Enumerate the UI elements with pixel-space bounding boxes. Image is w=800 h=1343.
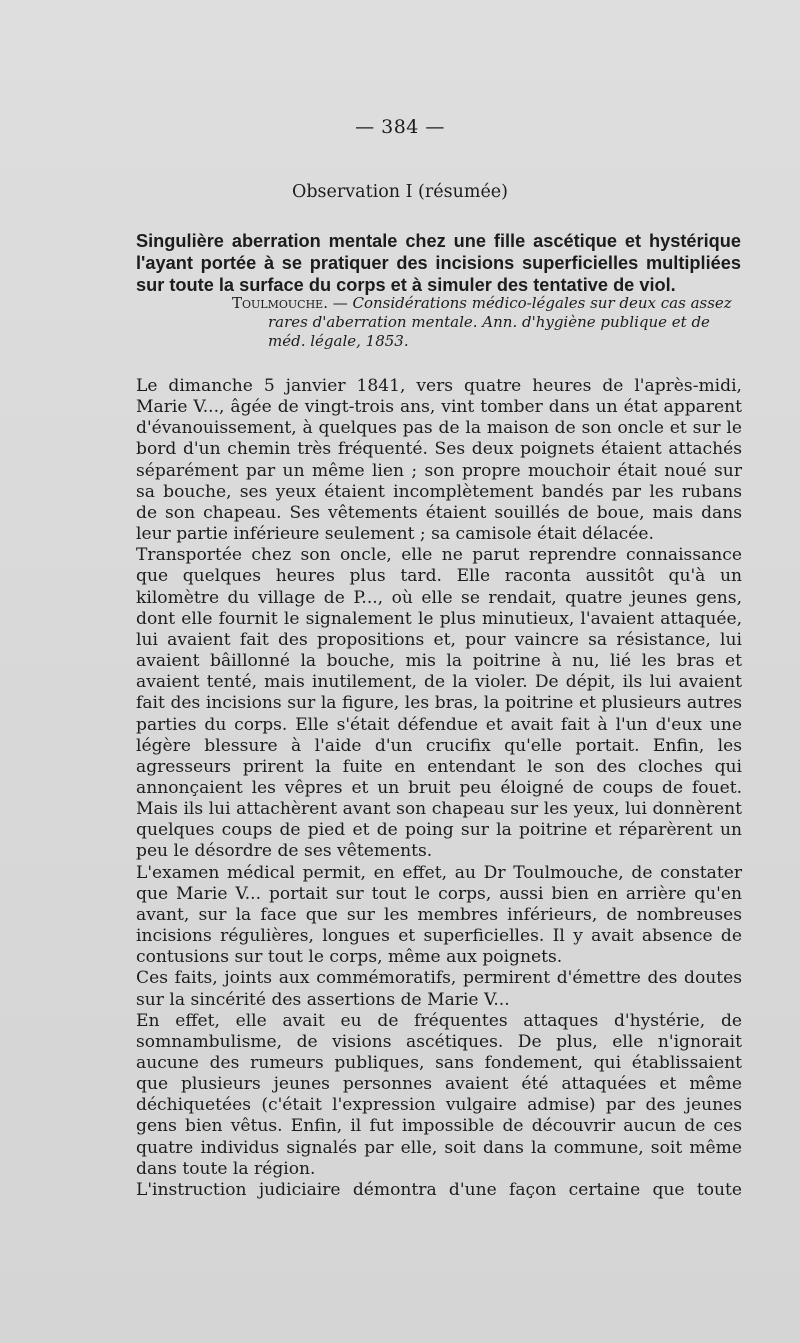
paragraph: L'examen médical permit, en effet, au Dr Toulmouche, de constater que Marie V... portait sur tout le corps, aussi bien en arrière qu'en avant, sur la face que sur les membres inférieurs, de nombreuses incisions régulières, longues et superficielles. Il y avait absence de contusions sur tout le corps, même aux poignets. <box>136 862 742 968</box>
observation-heading: Observation I (résumée) <box>292 182 508 202</box>
citation <box>232 294 743 351</box>
citation-separator: — <box>327 294 353 312</box>
case-title: Singulière aberration mentale chez une fille ascétique et hystérique l'ayant portée à se pratiquer des incisions superficielles multipliées sur toute la surface du corps et à simuler des tentative de viol. <box>136 231 741 295</box>
paragraph: Ces faits, joints aux commémoratifs, permirent d'émettre des doutes sur la sincérité des assertions de Marie V... <box>136 968 742 1010</box>
paragraph: L'instruction judiciaire démontra d'une façon certaine que toute <box>136 1179 742 1200</box>
paragraph: Le dimanche 5 janvier 1841, vers quatre heures de l'après-midi, Marie V..., âgée de vingt-trois ans, vint tomber dans un état apparent d'évanouissement, à quelques pas de la maison de son oncle et sur le bord d'un chemin très fréquenté. Ses deux poignets étaient attachés séparément par un même lien ; son propre mouchoir était noué sur sa bouche, ses yeux étaient incomplètement bandés par les rubans de son chapeau. Ses vêtements étaient souillés de boue, mais dans leur partie inférieure seulement ; sa camisole était délacée. <box>136 376 742 545</box>
page-number: — 384 — <box>355 116 445 138</box>
citation-work: Considérations médico-légales sur deux cas assez rares d'aberration mentale. Ann. d'hygiène publique et de méd. légale, 1853. <box>268 294 732 350</box>
paragraph: Transportée chez son oncle, elle ne parut reprendre connaissance que quelques heures plus tard. Elle raconta aussitôt qu'à un kilomètre du village de P..., où elle se rendait, quatre jeunes gens, dont elle fournit le signalement le plus minutieux, l'avaient attaquée, lui avaient fait des propositions et, pour vaincre sa résistance, lui avaient bâillonné la bouche, mis la poitrine à nu, lié les bras et avaient tenté, mais inutilement, de la violer. De dépit, ils lui avaient fait des incisions sur la figure, les bras, la poitrine et plusieurs autres parties du corps. Elle s'était défendue et avait fait à l'un d'eux une légère blessure à l'aide d'un crucifix qu'elle portait. Enfin, les agresseurs prirent la fuite en entendant le son des cloches qui annonçaient les vêpres et un bruit peu éloigné de coups de fouet. Mais ils lui attachèrent avant son chapeau sur les yeux, lui donnèrent quelques coups de pied et de poing sur la poitrine et réparèrent un peu le désordre de ses vêtements. <box>136 545 742 862</box>
body-text <box>136 376 742 1201</box>
paragraph: En effet, elle avait eu de fréquentes attaques d'hystérie, de somnambulisme, de visions ascétiques. De plus, elle n'ignorait aucune des rumeurs publiques, sans fondement, qui établissaient que plusieurs jeunes personnes avaient été attaquées et même déchiquetées (c'était l'expression vulgaire admise) par des jeunes gens bien vêtus. Enfin, il fut impossible de découvrir aucun de ces quatre individus signalés par elle, soit dans la commune, soit même dans toute la région. <box>136 1010 742 1179</box>
citation-author: Toulmouche. <box>232 294 328 312</box>
